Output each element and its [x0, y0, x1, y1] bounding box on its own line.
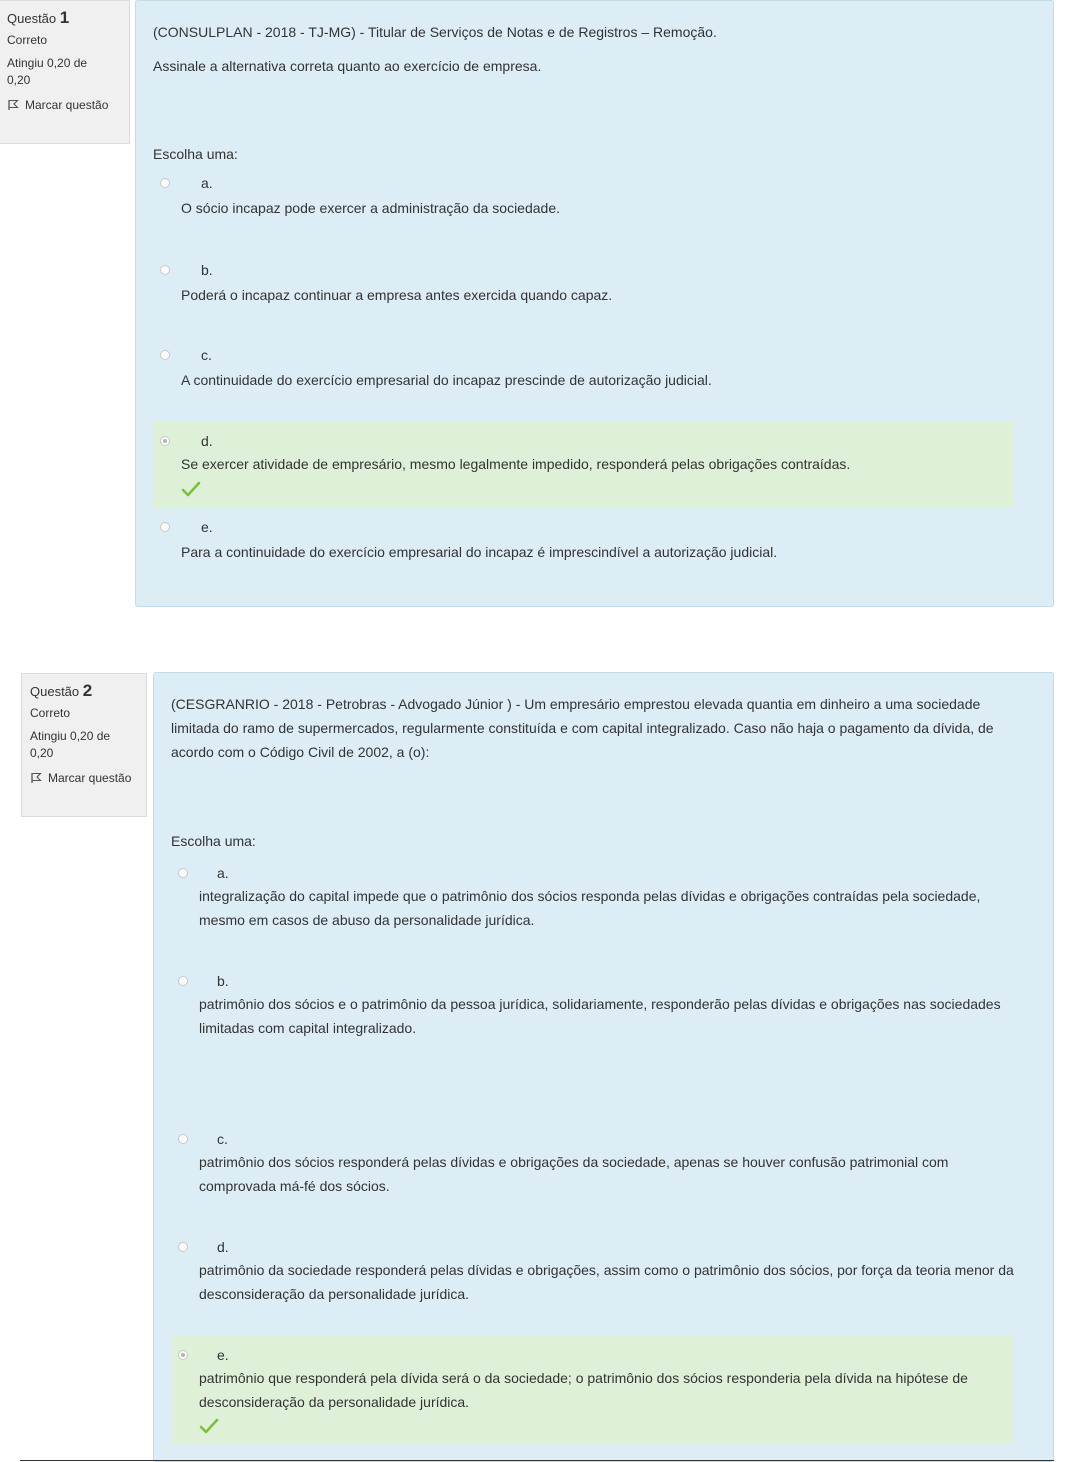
option-letter: a.: [201, 175, 213, 191]
question-text: [171, 692, 1021, 764]
option-text: O sócio incapaz pode exercer a administração da sociedade.: [181, 200, 560, 216]
radio-button[interactable]: [160, 522, 170, 532]
flag-question-label: Marcar questão: [25, 98, 109, 112]
answer-option-a[interactable]: [153, 169, 1013, 229]
option-text: Para a continuidade do exercício empresarial do incapaz é imprescindível a autorização judicial.: [181, 544, 778, 560]
option-text: patrimônio que responderá pela dívida será o da sociedade; o patrimônio dos sócios responderia pela dívida na hipótese de desconsideração da personalidade jurídica.: [199, 1370, 968, 1410]
divider: [20, 1460, 1054, 1461]
flag-question-button[interactable]: [7, 98, 129, 112]
question-grade: Atingiu 0,20 de 0,20: [30, 729, 111, 760]
option-letter: c.: [201, 347, 212, 363]
question-label: Questão: [30, 684, 80, 699]
answer-option-b[interactable]: [153, 256, 1013, 316]
flag-question-label: Marcar questão: [48, 771, 132, 785]
answer-prompt: Escolha uma:: [171, 833, 256, 849]
radio-button[interactable]: [178, 1134, 188, 1144]
question-info: [0, 0, 130, 144]
option-letter: a.: [217, 865, 229, 881]
answer-option-a[interactable]: [171, 859, 1031, 929]
question-info: [21, 673, 147, 817]
question-grade: Atingiu 0,20 de 0,20: [7, 56, 88, 87]
radio-button[interactable]: [160, 350, 170, 360]
question-number: [7, 9, 129, 28]
check-icon: [181, 480, 201, 498]
check-icon: [199, 1417, 219, 1435]
radio-button[interactable]: [178, 1242, 188, 1252]
question-number: [30, 682, 146, 701]
option-letter: e.: [201, 519, 213, 535]
flag-question-button[interactable]: [30, 771, 146, 785]
option-text: Se exercer atividade de empresário, mesmo legalmente impedido, responderá pelas obrigações contraídas.: [181, 456, 851, 472]
question-number-value: 1: [59, 8, 70, 27]
option-text: patrimônio da sociedade responderá pelas dívidas e obrigações, assim como o patrimônio dos sócios, por força da teoria menor da desconsideração da personalidade jurídica.: [199, 1262, 1014, 1302]
question-text-line: Assinale a alternativa correta quanto ao exercício de empresa.: [153, 58, 542, 74]
question-state: Correto: [7, 33, 48, 47]
flag-icon: [30, 772, 42, 784]
radio-button[interactable]: [160, 178, 170, 188]
option-text: integralização do capital impede que o patrimônio dos sócios responda pelas dívidas e obrigações contraídas pela sociedade, mesmo em casos de abuso da personalidade jurídica.: [199, 888, 981, 928]
answer-option-d[interactable]: [171, 1233, 1031, 1303]
answer-option-d[interactable]: [153, 421, 1013, 507]
question-text-line: (CONSULPLAN - 2018 - TJ-MG) - Titular de Serviços de Notas e de Registros – Remoção.: [153, 24, 717, 40]
question-text-line: (CESGRANRIO - 2018 - Petrobras - Advogado Júnior ) - Um empresário emprestou elevada quantia em dinheiro a uma sociedade limitada do ramo de supermercados, regularmente constituída e com capital integralizado. Caso não haja o pagamento da dívida, de acordo com o Código Civil de 2002, a (o):: [171, 696, 994, 760]
answer-option-c[interactable]: [171, 1125, 1031, 1195]
answer-option-c[interactable]: [153, 341, 1013, 401]
radio-button-selected[interactable]: [160, 436, 170, 446]
option-letter: d.: [201, 433, 213, 449]
answer-prompt: Escolha uma:: [153, 146, 238, 162]
radio-button[interactable]: [160, 265, 170, 275]
radio-button-selected[interactable]: [178, 1350, 188, 1360]
radio-button[interactable]: [178, 976, 188, 986]
flag-icon: [7, 99, 19, 111]
option-letter: b.: [201, 262, 213, 278]
question-text: [153, 20, 1033, 78]
answer-option-e[interactable]: [153, 513, 1013, 573]
option-text: A continuidade do exercício empresarial do incapaz prescinde de autorização judicial.: [181, 372, 712, 388]
question-label: Questão: [7, 11, 57, 26]
option-letter: b.: [217, 973, 229, 989]
answer-option-e[interactable]: [171, 1335, 1014, 1443]
option-text: patrimônio dos sócios responderá pelas dívidas e obrigações da sociedade, apenas se houver confusão patrimonial com comprovada má-fé dos sócios.: [199, 1154, 949, 1194]
option-letter: c.: [217, 1131, 228, 1147]
question-state: Correto: [30, 706, 71, 720]
question-content: [153, 672, 1054, 1462]
question-number-value: 2: [82, 681, 93, 700]
option-letter: e.: [217, 1347, 229, 1363]
option-letter: d.: [217, 1239, 229, 1255]
radio-button[interactable]: [178, 868, 188, 878]
question-content: [135, 0, 1054, 607]
option-text: patrimônio dos sócios e o patrimônio da pessoa jurídica, solidariamente, responderão pelas dívidas e obrigações nas sociedades limitadas com capital integralizado.: [199, 996, 1001, 1036]
answer-option-b[interactable]: [171, 967, 1031, 1037]
option-text: Poderá o incapaz continuar a empresa antes exercida quando capaz.: [181, 287, 613, 303]
